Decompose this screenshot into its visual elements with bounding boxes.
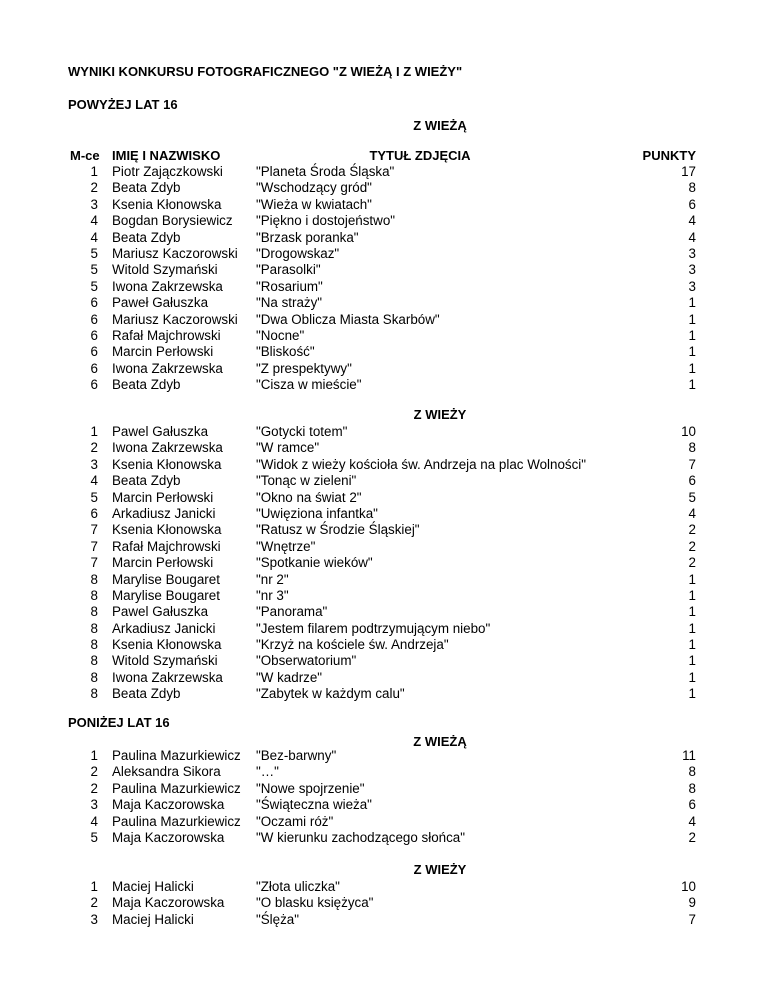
- table-row: [0, 328, 768, 344]
- points-cell: 2: [688, 829, 696, 845]
- name-cell: Ksenia Kłonowska: [112, 456, 222, 472]
- photo-title-cell: "Świąteczna wieża": [256, 797, 372, 813]
- section-heading-with-tower: Z WIEŻĄ: [413, 118, 467, 133]
- place-cell: 4: [90, 473, 98, 489]
- photo-title-cell: "W kadrze": [256, 669, 323, 685]
- name-cell: Iwona Zakrzewska: [112, 278, 223, 294]
- photo-title-cell: "Bez-barwny": [256, 748, 337, 763]
- table-row: [0, 262, 768, 278]
- place-cell: 3: [90, 797, 98, 813]
- photo-title-cell: "Obserwatorium": [256, 653, 357, 669]
- table-row: [0, 312, 768, 328]
- table-row: [0, 213, 768, 229]
- points-cell: 2: [688, 522, 696, 538]
- name-cell: Beata Zdyb: [112, 686, 181, 702]
- name-cell: Marcin Perłowski: [112, 555, 214, 571]
- column-header-place: M-ce: [70, 148, 100, 163]
- name-cell: Beata Zdyb: [112, 180, 181, 196]
- table-row: [0, 473, 768, 489]
- table-row: [0, 522, 768, 538]
- place-cell: 2: [90, 764, 98, 780]
- table-row: [0, 344, 768, 360]
- place-cell: 7: [90, 538, 98, 554]
- points-cell: 7: [688, 911, 696, 927]
- table-row: [0, 670, 768, 686]
- group-heading-under-16: PONIŻEJ LAT 16: [68, 715, 170, 730]
- name-cell: Maja Kaczorowska: [112, 829, 225, 845]
- name-cell: Bogdan Borysiewicz: [112, 213, 233, 229]
- photo-title-cell: "Wnętrze": [256, 538, 316, 554]
- points-cell: 1: [688, 377, 696, 393]
- table-row: [0, 912, 768, 928]
- photo-title-cell: "Tonąc w zieleni": [256, 473, 357, 489]
- photo-title-cell: "Piękno i dostojeństwo": [256, 213, 396, 229]
- points-cell: 1: [688, 587, 696, 603]
- table-row: [0, 164, 768, 180]
- name-cell: Maja Kaczorowska: [112, 797, 225, 813]
- points-cell: 9: [688, 895, 696, 911]
- place-cell: 8: [90, 653, 98, 669]
- name-cell: Beata Zdyb: [112, 229, 181, 245]
- table-row: [0, 457, 768, 473]
- points-cell: 2: [688, 555, 696, 571]
- photo-title-cell: "Jestem filarem podtrzymującym niebo": [256, 620, 491, 636]
- photo-title-cell: "Brzask poranka": [256, 229, 359, 245]
- points-cell: 3: [688, 278, 696, 294]
- points-cell: 8: [688, 440, 696, 456]
- place-cell: 8: [90, 571, 98, 587]
- table-row: [0, 572, 768, 588]
- place-cell: 6: [90, 311, 98, 327]
- photo-title-cell: "Cisza w mieście": [256, 377, 362, 393]
- points-cell: 1: [688, 669, 696, 685]
- photo-title-cell: "Nowe spojrzenie": [256, 780, 365, 796]
- table-row: [0, 180, 768, 196]
- points-cell: 1: [688, 311, 696, 327]
- place-cell: 3: [90, 456, 98, 472]
- photo-title-cell: "Złota uliczka": [256, 879, 340, 894]
- points-cell: 4: [688, 229, 696, 245]
- place-cell: 4: [90, 813, 98, 829]
- name-cell: Paulina Mazurkiewicz: [112, 780, 241, 796]
- name-cell: Marcin Perłowski: [112, 489, 214, 505]
- photo-title-cell: "Z prespektywy": [256, 360, 352, 376]
- place-cell: 5: [90, 489, 98, 505]
- photo-title-cell: "nr 2": [256, 571, 289, 587]
- results-table-under16-from-tower: [0, 879, 768, 928]
- name-cell: Aleksandra Sikora: [112, 764, 221, 780]
- photo-title-cell: "Planeta Środa Śląska": [256, 164, 395, 179]
- name-cell: Rafał Majchrowski: [112, 538, 221, 554]
- table-row: [0, 895, 768, 911]
- photo-title-cell: "Widok z wieży kościoła św. Andrzeja na plac Wolności": [256, 456, 587, 472]
- place-cell: 6: [90, 360, 98, 376]
- table-row: [0, 361, 768, 377]
- photo-title-cell: "Ratusz w Środzie Śląskiej": [256, 522, 420, 538]
- place-cell: 6: [90, 377, 98, 393]
- name-cell: Pawel Gałuszka: [112, 604, 209, 620]
- name-cell: Mariusz Kaczorowski: [112, 311, 238, 327]
- name-cell: Marylise Bougaret: [112, 587, 220, 603]
- place-cell: 8: [90, 686, 98, 702]
- points-cell: 11: [682, 748, 696, 763]
- name-cell: Ksenia Kłonowska: [112, 522, 222, 538]
- points-cell: 4: [688, 813, 696, 829]
- name-cell: Marylise Bougaret: [112, 571, 220, 587]
- place-cell: 8: [90, 587, 98, 603]
- table-row: [0, 653, 768, 669]
- place-cell: 8: [90, 620, 98, 636]
- photo-title-cell: "W kierunku zachodzącego słońca": [256, 829, 465, 845]
- photo-title-cell: "nr 3": [256, 587, 289, 603]
- table-row: [0, 490, 768, 506]
- place-cell: 6: [90, 295, 98, 311]
- column-header-points: PUNKTY: [642, 148, 696, 163]
- points-cell: 6: [688, 473, 696, 489]
- name-cell: Maciej Halicki: [112, 911, 194, 927]
- points-cell: 1: [688, 604, 696, 620]
- results-table-under16-with-tower: [0, 748, 768, 846]
- name-cell: Arkadiusz Janicki: [112, 505, 216, 521]
- table-row: [0, 814, 768, 830]
- table-row: [0, 830, 768, 846]
- points-cell: 6: [688, 797, 696, 813]
- group-heading-over-16: POWYŻEJ LAT 16: [68, 97, 178, 112]
- place-cell: 4: [90, 213, 98, 229]
- photo-title-cell: "Nocne": [256, 327, 305, 343]
- points-cell: 1: [688, 653, 696, 669]
- name-cell: Paweł Gałuszka: [112, 295, 209, 311]
- photo-title-cell: "Na straży": [256, 295, 323, 311]
- photo-title-cell: "Krzyż na kościele św. Andrzeja": [256, 637, 449, 653]
- photo-title-cell: "Panorama": [256, 604, 328, 620]
- place-cell: 8: [90, 669, 98, 685]
- table-row: [0, 764, 768, 780]
- name-cell: Paulina Mazurkiewicz: [112, 748, 241, 763]
- place-cell: 5: [90, 278, 98, 294]
- name-cell: Maja Kaczorowska: [112, 895, 225, 911]
- table-row: [0, 555, 768, 571]
- points-cell: 1: [688, 360, 696, 376]
- table-row: [0, 539, 768, 555]
- photo-title-cell: "Okno na świat 2": [256, 489, 362, 505]
- photo-title-cell: "Wieża w kwiatach": [256, 196, 372, 212]
- place-cell: 7: [90, 522, 98, 538]
- table-row: [0, 637, 768, 653]
- table-row: [0, 440, 768, 456]
- photo-title-cell: "Spotkanie wieków": [256, 555, 373, 571]
- photo-title-cell: "Rosarium": [256, 278, 323, 294]
- photo-title-cell: "Drogowskaz": [256, 245, 340, 261]
- section-heading-from-tower: Z WIEŻY: [413, 862, 467, 877]
- table-row: [0, 621, 768, 637]
- name-cell: Iwona Zakrzewska: [112, 360, 223, 376]
- name-cell: Beata Zdyb: [112, 377, 181, 393]
- photo-title-cell: "W ramce": [256, 440, 320, 456]
- table-row: [0, 797, 768, 813]
- place-cell: 7: [90, 555, 98, 571]
- photo-title-cell: "Parasolki": [256, 262, 321, 278]
- points-cell: 1: [688, 295, 696, 311]
- photo-title-cell: "Ślęża": [256, 911, 300, 927]
- place-cell: 2: [90, 180, 98, 196]
- photo-title-cell: "Gotycki totem": [256, 424, 348, 439]
- place-cell: 1: [90, 879, 98, 894]
- place-cell: 8: [90, 637, 98, 653]
- results-table-over16-from-tower: [0, 424, 768, 703]
- name-cell: Witold Szymański: [112, 262, 218, 278]
- place-cell: 1: [90, 748, 98, 763]
- points-cell: 8: [688, 764, 696, 780]
- points-cell: 1: [688, 637, 696, 653]
- place-cell: 6: [90, 327, 98, 343]
- photo-title-cell: "…": [256, 764, 279, 780]
- name-cell: Mariusz Kaczorowski: [112, 245, 238, 261]
- name-cell: Iwona Zakrzewska: [112, 440, 223, 456]
- name-cell: Piotr Zajączkowski: [112, 164, 223, 179]
- column-header-photo-title: TYTUŁ ZDJĘCIA: [369, 148, 471, 163]
- table-row: [0, 230, 768, 246]
- name-cell: Pawel Gałuszka: [112, 424, 209, 439]
- table-row: [0, 377, 768, 393]
- points-cell: 10: [681, 879, 696, 894]
- place-cell: 5: [90, 245, 98, 261]
- photo-title-cell: "Bliskość": [256, 344, 315, 360]
- points-cell: 8: [688, 780, 696, 796]
- photo-title-cell: "Uwięziona infantka": [256, 505, 378, 521]
- name-cell: Paulina Mazurkiewicz: [112, 813, 241, 829]
- place-cell: 2: [90, 780, 98, 796]
- table-row: [0, 686, 768, 702]
- place-cell: 1: [90, 164, 98, 179]
- photo-title-cell: "Wschodzący gród": [256, 180, 372, 196]
- table-row: [0, 279, 768, 295]
- points-cell: 1: [688, 571, 696, 587]
- name-cell: Arkadiusz Janicki: [112, 620, 216, 636]
- points-cell: 3: [688, 245, 696, 261]
- name-cell: Witold Szymański: [112, 653, 218, 669]
- points-cell: 2: [688, 538, 696, 554]
- points-cell: 17: [681, 164, 696, 179]
- table-row: [0, 588, 768, 604]
- table-row: [0, 424, 768, 440]
- photo-title-cell: "Dwa Oblicza Miasta Skarbów": [256, 311, 440, 327]
- place-cell: 5: [90, 262, 98, 278]
- points-cell: 1: [688, 327, 696, 343]
- place-cell: 4: [90, 229, 98, 245]
- table-row: [0, 246, 768, 262]
- place-cell: 5: [90, 829, 98, 845]
- points-cell: 1: [688, 620, 696, 636]
- points-cell: 4: [688, 213, 696, 229]
- place-cell: 2: [90, 895, 98, 911]
- photo-title-cell: "Zabytek w każdym calu": [256, 686, 405, 702]
- photo-title-cell: "Oczami róż": [256, 813, 334, 829]
- column-header-name: IMIĘ I NAZWISKO: [112, 148, 221, 163]
- results-table-over16-with-tower: [0, 164, 768, 393]
- name-cell: Iwona Zakrzewska: [112, 669, 223, 685]
- points-cell: 1: [688, 686, 696, 702]
- points-cell: 8: [688, 180, 696, 196]
- place-cell: 3: [90, 196, 98, 212]
- points-cell: 5: [688, 489, 696, 505]
- place-cell: 6: [90, 344, 98, 360]
- points-cell: 7: [688, 456, 696, 472]
- name-cell: Ksenia Kłonowska: [112, 637, 222, 653]
- name-cell: Ksenia Kłonowska: [112, 196, 222, 212]
- table-row: [0, 197, 768, 213]
- table-row: [0, 879, 768, 895]
- points-cell: 1: [688, 344, 696, 360]
- photo-title-cell: "O blasku księżyca": [256, 895, 374, 911]
- table-row: [0, 295, 768, 311]
- section-heading-with-tower: Z WIEŻĄ: [413, 734, 467, 749]
- place-cell: 2: [90, 440, 98, 456]
- table-row: [0, 506, 768, 522]
- points-cell: 6: [688, 196, 696, 212]
- place-cell: 6: [90, 505, 98, 521]
- name-cell: Rafał Majchrowski: [112, 327, 221, 343]
- points-cell: 4: [688, 505, 696, 521]
- table-row: [0, 781, 768, 797]
- place-cell: 8: [90, 604, 98, 620]
- points-cell: 10: [681, 424, 696, 439]
- points-cell: 3: [688, 262, 696, 278]
- section-heading-from-tower: Z WIEŻY: [413, 407, 467, 422]
- table-row: [0, 748, 768, 764]
- place-cell: 1: [90, 424, 98, 439]
- table-row: [0, 604, 768, 620]
- place-cell: 3: [90, 911, 98, 927]
- name-cell: Marcin Perłowski: [112, 344, 214, 360]
- name-cell: Maciej Halicki: [112, 879, 194, 894]
- document-title: WYNIKI KONKURSU FOTOGRAFICZNEGO "Z WIEŻĄ I Z WIEŻY": [68, 64, 463, 79]
- name-cell: Beata Zdyb: [112, 473, 181, 489]
